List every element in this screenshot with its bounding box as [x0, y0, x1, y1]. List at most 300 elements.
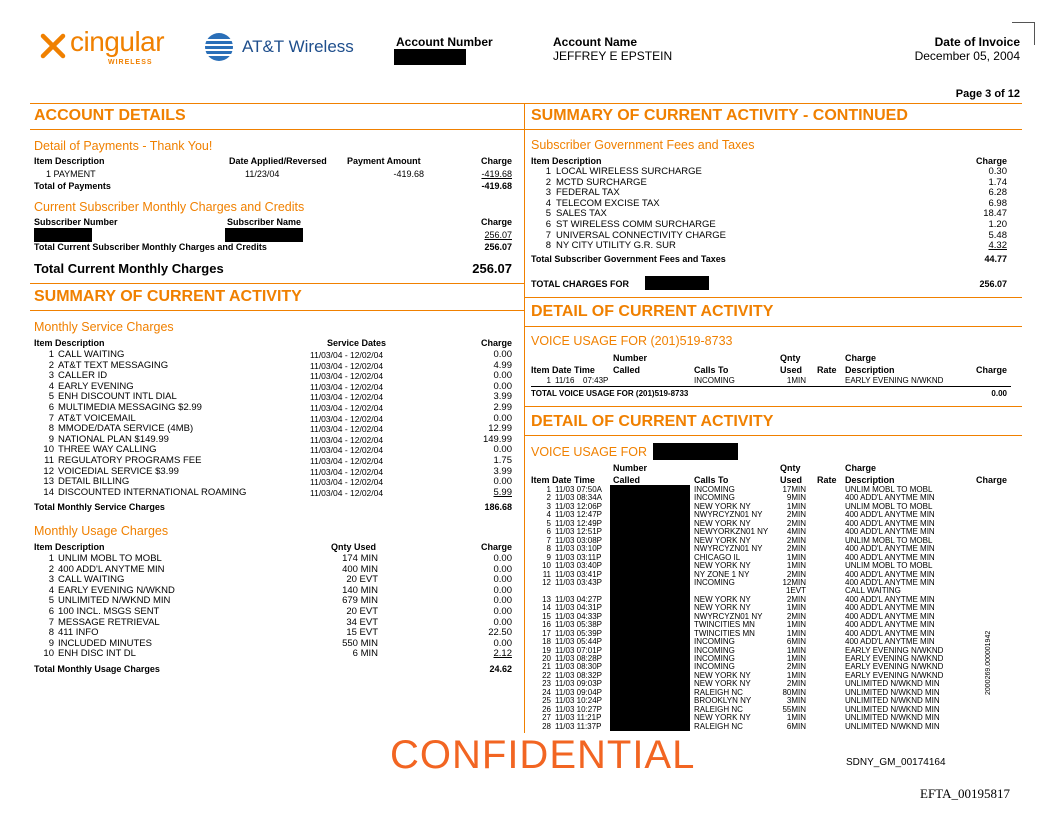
- call-row-desc: 400 ADD'L ANYTME MIN: [845, 493, 935, 503]
- call-row-used: 1MIN: [786, 654, 806, 663]
- usage-row-n: 10: [43, 648, 54, 660]
- call-row-datetime: 11/03 12:06P: [555, 501, 603, 511]
- account-name: JEFFREY E EPSTEIN: [553, 49, 673, 63]
- call-row-to: TWINCITIES MN: [694, 620, 755, 630]
- service-row-desc: MULTIMEDIA MESSAGING $2.99: [58, 402, 202, 413]
- call-row-desc: UNLIM MOBL TO MOBL: [845, 561, 933, 571]
- voice1-h-qnty: Qnty: [780, 353, 801, 363]
- service-row-desc: DETAIL BILLING: [58, 476, 130, 488]
- service-row-dates: 11/03/04 - 12/02/04: [310, 360, 384, 371]
- service-row-n: 8: [48, 423, 54, 435]
- gov-row: [0, 209, 1056, 220]
- voice1-h-callsto: Calls To: [694, 365, 729, 375]
- page-number: Page 3 of 12: [955, 88, 1020, 100]
- call-row-to: BROOKLYN NY: [694, 696, 752, 706]
- gov-row: [0, 220, 1056, 231]
- total-charges-label: TOTAL CHARGES FOR: [531, 279, 630, 289]
- call-row-n: 24: [542, 687, 551, 697]
- service-row-charge: 1.75: [493, 455, 512, 466]
- call-row-used: 80MIN: [782, 687, 806, 697]
- rule-left-3: [30, 310, 524, 311]
- gov-row: [0, 188, 1056, 199]
- call-row-n: 19: [542, 645, 551, 655]
- service-row-charge: 0.00: [493, 476, 512, 488]
- gov-row-n: 5: [545, 208, 551, 220]
- call-row-used: 1MIN: [786, 670, 806, 680]
- call-row-to: NEW YORK NY: [694, 501, 751, 511]
- usage-row-n: 9: [48, 637, 54, 649]
- usage-row-n: 2: [48, 563, 54, 575]
- call-row-datetime: 11/03 08:32P: [555, 670, 603, 680]
- gov-row: [0, 241, 1056, 252]
- usage-row-qty: 20 EVT: [346, 606, 378, 617]
- call-row-to: NY ZONE 1 NY: [694, 569, 750, 579]
- service-row-charge: 0.00: [493, 380, 512, 392]
- total-monthly: 256.07: [472, 261, 512, 276]
- service-row-dates: 11/03/04 - 12/02/04: [310, 434, 384, 445]
- call-row-used: 3MIN: [786, 696, 806, 706]
- call-row-datetime: 11/03 07:01P: [555, 645, 603, 655]
- usage-row-charge: 0.00: [493, 637, 512, 649]
- voice1-row-desc: EARLY EVENING N/WKND: [845, 376, 944, 385]
- gov-h-charge: Charge: [975, 156, 1007, 166]
- service-row-charge: 0.00: [493, 349, 512, 360]
- service-row: [0, 403, 1056, 414]
- total-charges: 256.07: [979, 279, 1007, 289]
- voice1-row-date: 11/16: [555, 376, 575, 385]
- subscriber-charge: 256.07: [484, 230, 512, 240]
- service-row-charge: 0.00: [493, 444, 512, 456]
- usage-h-qty: Qnty Used: [331, 542, 377, 552]
- call-row-desc: UNLIM MOBL TO MOBL: [845, 535, 933, 545]
- usage-row-charge: 0.00: [493, 574, 512, 586]
- call-row-n: 23: [542, 679, 551, 689]
- summary-cont-heading: SUMMARY OF CURRENT ACTIVITY - CONTINUED: [531, 107, 908, 124]
- usage-row-qty: 15 EVT: [346, 627, 378, 639]
- payments-title: Detail of Payments - Thank You!: [34, 139, 213, 153]
- call-row-used: 17MIN: [782, 485, 806, 494]
- call-row-desc: 400 ADD'L ANYTME MIN: [845, 577, 935, 587]
- usage-row-charge: 2.12: [493, 648, 512, 660]
- call-row-used: 1MIN: [786, 645, 806, 655]
- call-row-to: NEW YORK NY: [694, 594, 751, 604]
- service-row-charge: 5.99: [493, 486, 512, 498]
- gov-row-charge: 6.98: [988, 197, 1007, 209]
- call-row-to: CHICAGO IL: [694, 552, 741, 562]
- voice1-row-time: 07:43P: [583, 376, 609, 385]
- usage-row-qty: 550 MIN: [342, 637, 378, 649]
- cingular-x-icon: [38, 31, 68, 61]
- service-row-dates: 11/03/04 - 12/02/04: [310, 456, 384, 466]
- call-row-desc: CALL WAITING: [845, 586, 901, 596]
- payments-h-item: Item Description: [34, 156, 105, 166]
- service-row-charge: 3.99: [493, 391, 512, 403]
- service-row-n: 10: [43, 444, 54, 456]
- service-row-n: 9: [48, 433, 54, 445]
- service-row-n: 3: [48, 370, 54, 382]
- call-row-datetime: 11/03 11:21P: [555, 713, 602, 723]
- voice1-row-to: INCOMING: [694, 376, 735, 385]
- usage-h-charge: Charge: [480, 542, 512, 552]
- call-row-n: 17: [542, 628, 551, 638]
- service-row-n: 5: [48, 391, 54, 403]
- service-row-n: 4: [48, 380, 54, 392]
- call-row-to: NWYRCYZN01 NY: [694, 510, 763, 520]
- subscriber-total-label: Total Current Subscriber Monthly Charges and Credits: [34, 242, 267, 252]
- service-row-dates: 11/03/04 - 12/02/04: [310, 371, 384, 382]
- call-row-to: INCOMING: [694, 662, 735, 672]
- call-row-desc: 400 ADD'L ANYTME MIN: [845, 628, 935, 638]
- usage-row-desc: ENH DISC INT DL: [58, 648, 136, 660]
- att-wordmark: AT&T Wireless: [242, 37, 354, 56]
- service-row-desc: DISCOUNTED INTERNATIONAL ROAMING: [58, 486, 247, 498]
- service-row-dates: 11/03/04 - 12/02/04: [310, 403, 384, 413]
- payments-h-amount: Payment Amount: [347, 156, 421, 166]
- voice1-rule: [531, 386, 1011, 387]
- call-row-to: NEW YORK NY: [694, 535, 751, 545]
- payments-h-date: Date Applied/Reversed: [229, 156, 327, 166]
- gov-row-desc: LOCAL WIRELESS SURCHARGE: [556, 166, 702, 177]
- rule-right-1: [524, 129, 1022, 130]
- gov-row-desc: TELECOM EXCISE TAX: [556, 197, 660, 209]
- gov-row: [0, 199, 1056, 210]
- call-row-used: 2MIN: [786, 594, 806, 604]
- service-row: [0, 361, 1056, 372]
- call-row-used: 1MIN: [786, 552, 806, 562]
- service-row-charge: 3.99: [493, 465, 512, 477]
- call-row-datetime: 11/03 12:47P: [555, 510, 603, 520]
- summary-heading: SUMMARY OF CURRENT ACTIVITY: [34, 288, 302, 305]
- detail-heading-2: DETAIL OF CURRENT ACTIVITY: [531, 413, 774, 430]
- voice2-number-redacted: [653, 443, 738, 460]
- usage-row-charge: 0.00: [493, 584, 512, 596]
- call-row-n: 21: [542, 662, 551, 672]
- bates-number: SDNY_GM_00174164: [846, 757, 946, 768]
- call-row-desc: EARLY EVENING N/WKND: [845, 645, 944, 655]
- service-row-charge: 12.99: [488, 423, 512, 435]
- confidential-stamp: CONFIDENTIAL: [390, 733, 696, 777]
- usage-row-desc: INCLUDED MINUTES: [58, 637, 152, 649]
- usage-row-qty: 174 MIN: [342, 553, 378, 564]
- call-row-n: 5: [546, 518, 551, 528]
- usage-row-desc: 100 INCL. MSGS SENT: [58, 606, 160, 617]
- call-row-datetime: 11/03 03:08P: [555, 535, 603, 545]
- call-row-used: 1MIN: [786, 561, 806, 571]
- gov-row-n: 6: [545, 219, 551, 230]
- call-row-desc: 400 ADD'L ANYTME MIN: [845, 527, 935, 537]
- voice2-h-called: Called: [613, 475, 641, 485]
- call-row-n: 20: [542, 654, 551, 663]
- call-row-used: 2MIN: [786, 518, 806, 528]
- voice1-h-number: Number: [613, 353, 648, 363]
- call-row-n: 8: [546, 544, 551, 554]
- call-row-used: 2MIN: [786, 510, 806, 520]
- usage-row-desc: 411 INFO: [58, 627, 99, 639]
- call-row-n: 1: [546, 485, 551, 494]
- usage-row-qty: 140 MIN: [342, 584, 378, 596]
- service-row-desc: THREE WAY CALLING: [58, 444, 157, 456]
- call-row-to: INCOMING: [694, 654, 735, 663]
- service-row-dates: 11/03/04 - 12/02/04: [310, 350, 384, 360]
- call-row-n: 22: [542, 670, 551, 680]
- service-row-n: 11: [44, 455, 54, 466]
- usage-row-desc: UNLIM MOBL TO MOBL: [58, 553, 162, 564]
- call-row-used: 4MIN: [786, 527, 806, 537]
- call-row-desc: 400 ADD'L ANYTME MIN: [845, 552, 935, 562]
- call-row-n: 14: [542, 603, 551, 613]
- payment-row-date: 11/23/04: [245, 169, 280, 179]
- voice1-row-used: 1MIN: [786, 376, 806, 385]
- voice1-total-label: TOTAL VOICE USAGE FOR (201)519-8733: [531, 389, 689, 398]
- rule-right-3: [524, 326, 1022, 327]
- call-row-to: INCOMING: [694, 485, 735, 494]
- voice1-total: 0.00: [991, 389, 1007, 398]
- call-row-to: NEWYORKZN01 NY: [694, 527, 769, 537]
- call-row-datetime: 11/03 09:04P: [555, 687, 603, 697]
- call-row-used: 2MIN: [786, 535, 806, 545]
- call-row-desc: EARLY EVENING N/WKND: [845, 670, 944, 680]
- rule-right-5: [524, 435, 1022, 436]
- call-row-datetime: 11/03 05:44P: [555, 637, 603, 647]
- account-name-label: Account Name: [553, 35, 638, 49]
- service-row-desc: VOICEDIAL SERVICE $3.99: [58, 465, 179, 477]
- service-row-desc: NATIONAL PLAN $149.99: [58, 433, 169, 445]
- payments-total: -419.68: [481, 181, 512, 191]
- service-row-desc: AT&T VOICEMAIL: [58, 412, 136, 424]
- call-row-to: NWYRCYZN01 NY: [694, 544, 763, 554]
- call-row-used: 55MIN: [782, 704, 806, 714]
- call-row-desc: UNLIMITED N/WKND MIN: [845, 687, 940, 697]
- gov-row-charge: 18.47: [983, 208, 1007, 220]
- call-row-datetime: 11/03 11:37P: [555, 721, 602, 731]
- call-row-to: RALEIGH NC: [694, 721, 743, 731]
- call-row-n: 3: [546, 501, 551, 511]
- service-row-dates: 11/03/04 - 12/02/04: [310, 413, 384, 424]
- service-row-dates: 11/03/04 - 12/02/04: [310, 477, 384, 488]
- side-code: 2000269.000001942: [985, 630, 992, 695]
- call-row-used: 1EVT: [785, 586, 806, 596]
- service-row-desc: AT&T TEXT MESSAGING: [58, 359, 169, 371]
- call-row-datetime: 11/03 03:40P: [555, 561, 603, 571]
- usage-total-label: Total Monthly Usage Charges: [34, 664, 160, 674]
- call-row-datetime: 11/03 05:39P: [555, 628, 603, 638]
- gov-row-desc: SALES TAX: [556, 208, 607, 220]
- payment-row-amount: -419.68: [393, 169, 424, 179]
- call-row-used: 2MIN: [786, 662, 806, 672]
- usage-row-qty: 679 MIN: [342, 595, 378, 607]
- call-row-used: 9MIN: [786, 493, 806, 503]
- rule-left-2: [30, 283, 524, 284]
- usage-total: 24.62: [489, 664, 512, 674]
- service-total-label: Total Monthly Service Charges: [34, 502, 165, 512]
- call-row-datetime: 11/03 10:27P: [555, 704, 603, 714]
- call-row-to: NWYRCYZN01 NY: [694, 611, 763, 621]
- call-row-to: NEW YORK NY: [694, 679, 751, 689]
- gov-total-label: Total Subscriber Government Fees and Taxes: [531, 254, 726, 264]
- subscriber-title: Current Subscriber Monthly Charges and Credits: [34, 200, 305, 214]
- gov-row-n: 7: [545, 229, 551, 241]
- rule-right-2: [524, 297, 1022, 298]
- voice2-h-item: Item Date Time: [531, 475, 595, 485]
- gov-row-n: 8: [545, 240, 551, 252]
- voice1-title: VOICE USAGE FOR (201)519-8733: [531, 334, 733, 348]
- call-row-to: RALEIGH NC: [694, 704, 743, 714]
- call-row-desc: 400 ADD'L ANYTME MIN: [845, 544, 935, 554]
- gov-row: [0, 167, 1056, 178]
- gov-row-n: 2: [545, 176, 551, 188]
- call-row-datetime: 11/03 03:41P: [555, 569, 603, 579]
- call-row: [0, 723, 1056, 731]
- payment-row-charge: -419.68: [481, 169, 512, 179]
- att-logo: [204, 30, 364, 70]
- voice1-h-called: Called: [613, 365, 641, 375]
- rule-left-top: [30, 103, 524, 104]
- usage-row-n: 8: [48, 627, 54, 639]
- usage-row-charge: 0.00: [493, 553, 512, 564]
- gov-row-n: 3: [545, 187, 551, 199]
- call-row-datetime: 11/03 07:50A: [555, 485, 603, 494]
- rule-left-1: [30, 129, 524, 130]
- gov-row-desc: MCTD SURCHARGE: [556, 176, 647, 188]
- usage-row-charge: 0.00: [493, 616, 512, 628]
- usage-row-qty: 34 EVT: [346, 616, 378, 628]
- call-row-datetime: 11/03 08:28P: [555, 654, 603, 663]
- call-row-used: 2MIN: [786, 544, 806, 554]
- usage-row-n: 1: [48, 553, 54, 564]
- voice1-h-charge-top: Charge: [845, 353, 877, 363]
- gov-row-charge: 5.48: [988, 229, 1007, 241]
- call-row-used: 2MIN: [786, 611, 806, 621]
- total-monthly-label: Total Current Monthly Charges: [34, 261, 224, 276]
- subscriber-h-name: Subscriber Name: [227, 217, 302, 227]
- call-row-n: 4: [546, 510, 551, 520]
- usage-row-n: 7: [48, 616, 54, 628]
- call-row-to: INCOMING: [694, 645, 735, 655]
- gov-row-desc: FEDERAL TAX: [556, 187, 620, 199]
- usage-row-qty: 20 EVT: [346, 574, 378, 586]
- cingular-wireless: WIRELESS: [108, 59, 153, 66]
- att-globe-icon: [204, 32, 234, 62]
- cingular-wordmark: cingular: [70, 26, 165, 57]
- gov-row-desc: UNIVERSAL CONNECTIVITY CHARGE: [556, 229, 726, 241]
- call-row-desc: 400 ADD'L ANYTME MIN: [845, 594, 935, 604]
- service-row-n: 14: [43, 486, 54, 498]
- service-row-charge: 2.99: [493, 402, 512, 413]
- voice2-h-charge: Charge: [975, 475, 1007, 485]
- voice2-title: VOICE USAGE FOR: [531, 445, 647, 459]
- usage-row-charge: 22.50: [488, 627, 512, 639]
- call-row-desc: UNLIM MOBL TO MOBL: [845, 485, 933, 494]
- usage-h-item: Item Description: [34, 542, 105, 552]
- payments-total-label: Total of Payments: [34, 181, 111, 191]
- call-row-desc: UNLIM MOBL TO MOBL: [845, 501, 933, 511]
- call-row-datetime: 11/03 05:38P: [555, 620, 603, 630]
- usage-row-charge: 0.00: [493, 606, 512, 617]
- voice1-h-charge: Charge: [975, 365, 1007, 375]
- detail-heading-1: DETAIL OF CURRENT ACTIVITY: [531, 303, 774, 320]
- service-row-desc: EARLY EVENING: [58, 380, 134, 392]
- voice2-h-number: Number: [613, 463, 648, 473]
- service-row-n: 7: [48, 412, 54, 424]
- service-row-charge: 0.00: [493, 412, 512, 424]
- voice1-h-used: Used: [780, 365, 803, 375]
- voice2-h-callsto: Calls To: [694, 475, 729, 485]
- voice1-h-desc: Description: [845, 365, 895, 375]
- call-row-n: 11: [542, 569, 551, 579]
- service-row: [0, 467, 1056, 478]
- call-row-datetime: 11/03 04:31P: [555, 603, 603, 613]
- rule-right-4: [524, 406, 1022, 407]
- call-row-to: NEW YORK NY: [694, 603, 751, 613]
- call-row-datetime: 11/03 04:27P: [555, 594, 603, 604]
- call-row-desc: UNLIMITED N/WKND MIN: [845, 704, 940, 714]
- usage-row-qty: 400 MIN: [342, 563, 378, 575]
- gov-total: 44.77: [984, 254, 1007, 264]
- call-row-n: 7: [546, 535, 551, 545]
- account-number-label: Account Number: [396, 35, 493, 49]
- call-row-datetime: 11/03 10:24P: [555, 696, 603, 706]
- call-row-used: 12MIN: [782, 577, 806, 587]
- call-row-n: 10: [542, 561, 551, 571]
- call-row-to: NEW YORK NY: [694, 670, 751, 680]
- call-row-desc: 400 ADD'L ANYTME MIN: [845, 611, 935, 621]
- service-title: Monthly Service Charges: [34, 320, 174, 334]
- call-row-n: 15: [542, 611, 551, 621]
- call-row-to: TWINCITIES MN: [694, 628, 755, 638]
- payment-row-item: 1 PAYMENT: [46, 169, 96, 179]
- gov-row-n: 1: [545, 166, 551, 177]
- invoice-date-label: Date of Invoice: [934, 35, 1020, 49]
- total-charges-redacted: [645, 276, 709, 290]
- call-row-datetime: 11/03 08:30P: [555, 662, 603, 672]
- service-row-dates: 11/03/04 - 12/02/04: [310, 466, 384, 477]
- call-row-datetime: 11/03 03:11P: [555, 552, 602, 562]
- call-row-used: 1MIN: [786, 603, 806, 613]
- call-row-desc: 400 ADD'L ANYTME MIN: [845, 620, 935, 630]
- call-row-desc: UNLIMITED N/WKND MIN: [845, 721, 940, 731]
- usage-title: Monthly Usage Charges: [34, 524, 169, 538]
- call-row-n: 2: [546, 493, 551, 503]
- call-row-used: 1MIN: [786, 628, 806, 638]
- service-h-charge: Charge: [480, 338, 512, 348]
- call-row-n: 6: [546, 527, 551, 537]
- call-row-desc: EARLY EVENING N/WKND: [845, 654, 944, 663]
- gov-row: [0, 178, 1056, 189]
- call-row-n: 25: [542, 696, 551, 706]
- call-row-datetime: 11/03 12:51P: [555, 527, 603, 537]
- call-row-n: 12: [542, 577, 551, 587]
- service-row: [0, 350, 1056, 361]
- call-row-to: INCOMING: [694, 577, 735, 587]
- usage-row-desc: 400 ADD'L ANYTME MIN: [58, 563, 165, 575]
- service-row-charge: 0.00: [493, 370, 512, 382]
- usage-row-desc: EARLY EVENING N/WKND: [58, 584, 175, 596]
- service-row-desc: ENH DISCOUNT INTL DIAL: [58, 391, 177, 403]
- call-row-datetime: 11/03 03:10P: [555, 544, 603, 554]
- service-row-dates: 11/03/04 - 12/02/04: [310, 487, 384, 498]
- call-row-n: 28: [542, 721, 551, 731]
- usage-row-n: 5: [48, 595, 54, 607]
- gov-row: [0, 231, 1056, 242]
- call-row-datetime: 11/03 03:43P: [555, 577, 603, 587]
- account-details-heading: ACCOUNT DETAILS: [34, 107, 186, 124]
- call-row-used: 2MIN: [786, 679, 806, 689]
- service-row-dates: 11/03/04 - 12/02/04: [310, 445, 384, 456]
- service-row-desc: MMODE/DATA SERVICE (4MB): [58, 423, 194, 435]
- cingular-logo: [38, 28, 178, 70]
- call-row-used: 2MIN: [786, 569, 806, 579]
- call-row-to: INCOMING: [694, 493, 735, 503]
